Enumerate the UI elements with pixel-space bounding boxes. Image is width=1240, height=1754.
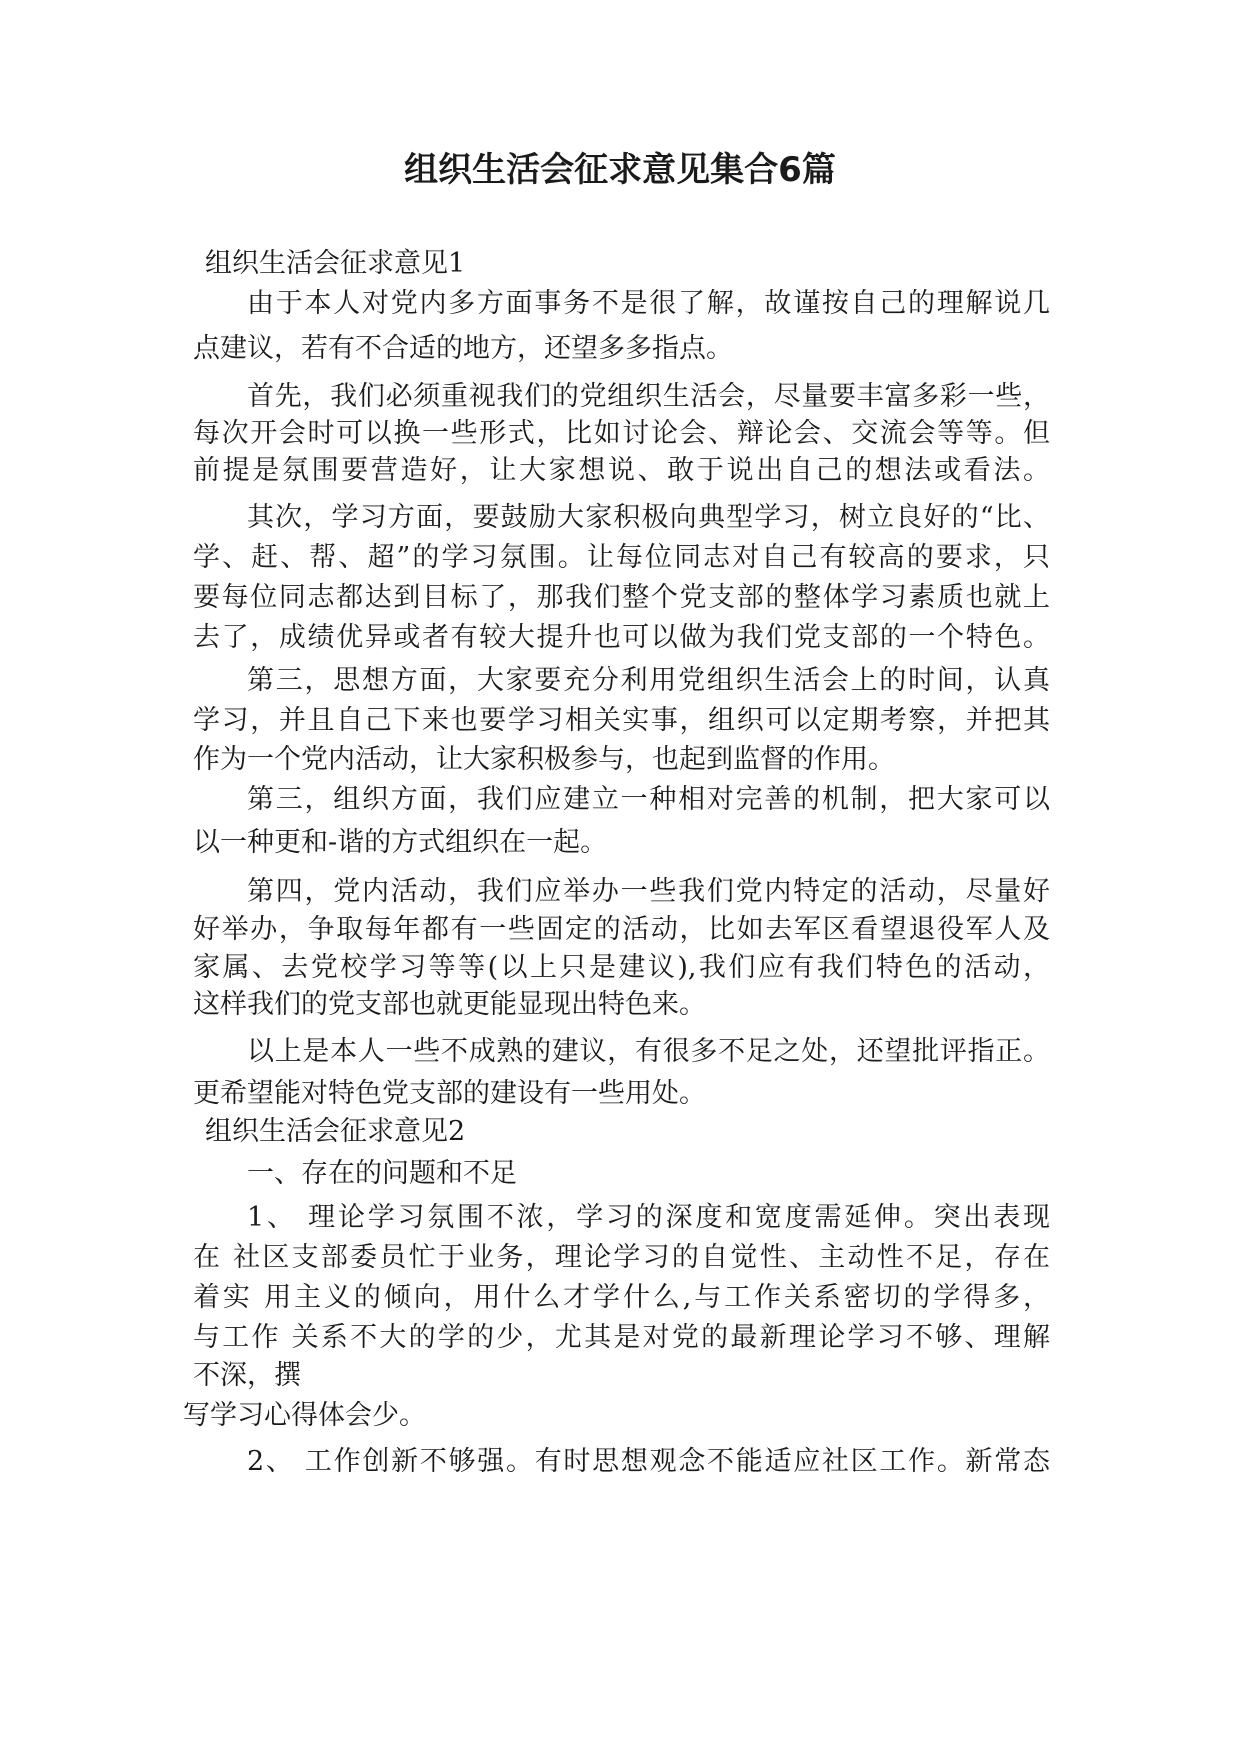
text-line: 学习，并且自己下来也要学习相关实事，组织可以定期考察，并把其 <box>193 705 1050 736</box>
text-line: 以上是本人一些不成熟的建议，有很多不足之处，还望批评指正。 <box>247 1036 1050 1067</box>
document-title: 组织生活会征求意见集合6篇 <box>404 150 836 190</box>
text-line: 1、 理论学习氛围不浓，学习的深度和宽度需延伸。突出表现 <box>247 1202 1050 1233</box>
section-heading-1: 组织生活会征求意见1 <box>205 248 466 279</box>
text-line: 更希望能对特色党支部的建设有一些用处。 <box>193 1078 706 1109</box>
text-line: 这样我们的党支部也就更能显现出特色来。 <box>193 989 706 1020</box>
text-line: 第四，党内活动，我们应举办一些我们党内特定的活动，尽量好 <box>247 876 1050 907</box>
text-line: 不深，撰 <box>193 1360 301 1391</box>
text-line: 作为一个党内活动，让大家积极参与，也起到监督的作用。 <box>193 744 895 775</box>
text-line: 写学习心得体会少。 <box>183 1400 426 1431</box>
text-line: 2、 工作创新不够强。有时思想观念不能适应社区工作。新常态 <box>247 1446 1050 1477</box>
sub-heading: 一、存在的问题和不足 <box>247 1158 517 1189</box>
text-line: 点建议，若有不合适的地方，还望多多指点。 <box>193 333 733 364</box>
text-line: 其次，学习方面，要鼓励大家积极向典型学习，树立良好的“比、 <box>247 502 1050 533</box>
text-line: 以一种更和-谐的方式组织在一起。 <box>193 827 608 858</box>
text-line: 家属、去党校学习等等(以上只是建议),我们应有我们特色的活动， <box>193 952 1050 983</box>
text-line: 着实 用主义的倾向，用什么才学什么,与工作关系密切的学得多， <box>193 1282 1050 1313</box>
text-line: 第三，组织方面，我们应建立一种相对完善的机制，把大家可以 <box>247 784 1050 815</box>
text-line: 去了，成绩优异或者有较大提升也可以做为我们党支部的一个特色。 <box>193 622 1050 653</box>
text-line: 每次开会时可以换一些形式，比如讨论会、辩论会、交流会等等。但 <box>193 418 1050 449</box>
text-line: 第三，思想方面，大家要充分利用党组织生活会上的时间，认真 <box>247 665 1050 696</box>
text-line: 首先，我们必须重视我们的党组织生活会，尽量要丰富多彩一些， <box>247 381 1050 412</box>
text-line: 前提是氛围要营造好，让大家想说、敢于说出自己的想法或看法。 <box>193 455 1050 486</box>
text-line: 要每位同志都达到目标了，那我们整个党支部的整体学习素质也就上 <box>193 582 1050 613</box>
text-line: 好举办，争取每年都有一些固定的活动，比如去军区看望退役军人及 <box>193 914 1050 945</box>
text-line: 由于本人对党内多方面事务不是很了解，故谨按自己的理解说几 <box>247 288 1050 319</box>
section-heading-2: 组织生活会征求意见2 <box>205 1116 466 1147</box>
text-line: 与工作 关系不大的学的少，尤其是对党的最新理论学习不够、理解 <box>193 1322 1050 1353</box>
text-line: 在 社区支部委员忙于业务，理论学习的自觉性、主动性不足，存在 <box>193 1242 1050 1273</box>
text-line: 学、赶、帮、超”的学习氛围。让每位同志对自己有较高的要求，只 <box>193 542 1050 573</box>
